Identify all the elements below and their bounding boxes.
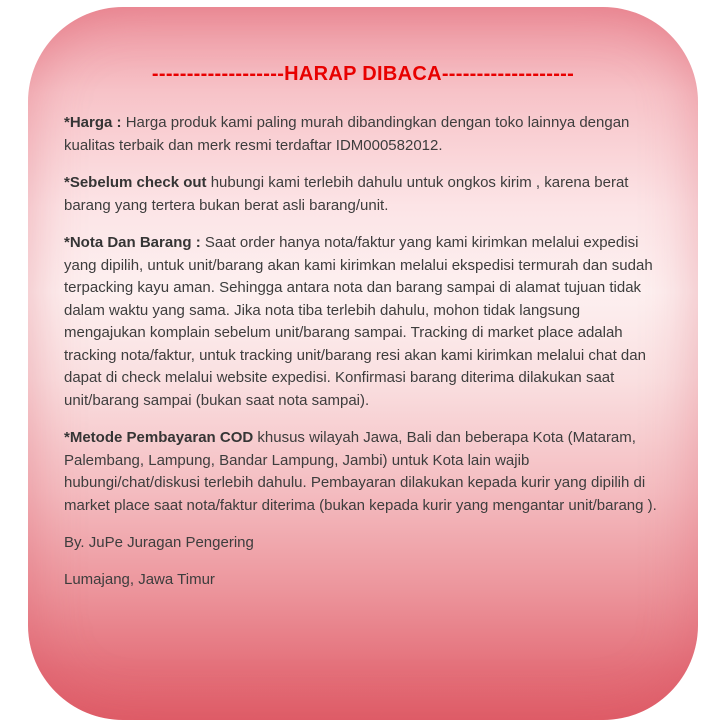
paragraph-nota-dan-barang-body: Saat order hanya nota/faktur yang kami kirimkan melalui expedisi yang dipilih, untuk unit/barang akan kami kirimkan melalui ekspedisi termurah dan sudah terpacking kayu aman. Sehingga antara nota dan barang sampai di alamat tujuan tidak dalam waktu yang sama. Jika nota tiba terlebih dahulu, mohon tidak langsung mengajukan komplain sebelum unit/barang sampai. Tracking di market place adalah tracking nota/faktur, untuk tracking unit/barang resi akan kami kirimkan melalui chat dan dapat di check melalui website expedisi. Konfirmasi barang diterima dilakukan saat unit/barang sampai (bukan saat nota sampai). (64, 234, 653, 409)
paragraph-sebelum-checkout-lead: *Sebelum check out (64, 174, 207, 191)
paragraph-harga (64, 112, 662, 157)
paragraph-metode-pembayaran (64, 427, 662, 517)
notice-title: -------------------HARAP DIBACA------------------- (151, 63, 575, 85)
paragraph-metode-pembayaran-body: khusus wilayah Jawa, Bali dan beberapa Kota (Mataram, Palembang, Lampung, Bandar Lampung, Jambi) untuk Kota lain wajib hubungi/chat/diskusi terlebih dahulu. Pembayaran dilakukan kepada kurir yang dipilih di market place saat nota/faktur diterima (bukan kepada kurir yang mengantar unit/barang ). (64, 429, 657, 514)
paragraph-nota-dan-barang (64, 232, 662, 412)
paragraph-harga-body: Harga produk kami paling murah dibandingkan dengan toko lainnya dengan kualitas terbaik dan merk resmi terdaftar IDM000582012. (64, 114, 630, 154)
paragraph-harga-lead: *Harga : (64, 114, 122, 131)
signature-line: By. JuPe Juragan Pengering (64, 534, 254, 551)
paragraph-sebelum-checkout-body: hubungi kami terlebih dahulu untuk ongkos kirim , karena berat barang yang tertera bukan berat asli barang/unit. (64, 174, 629, 214)
paragraph-metode-pembayaran-lead: *Metode Pembayaran COD (64, 429, 254, 446)
paragraph-nota-dan-barang-lead: *Nota Dan Barang : (64, 234, 201, 251)
paragraph-sebelum-checkout (64, 172, 662, 217)
notice-card (28, 7, 698, 720)
location-line: Lumajang, Jawa Timur (64, 570, 215, 588)
